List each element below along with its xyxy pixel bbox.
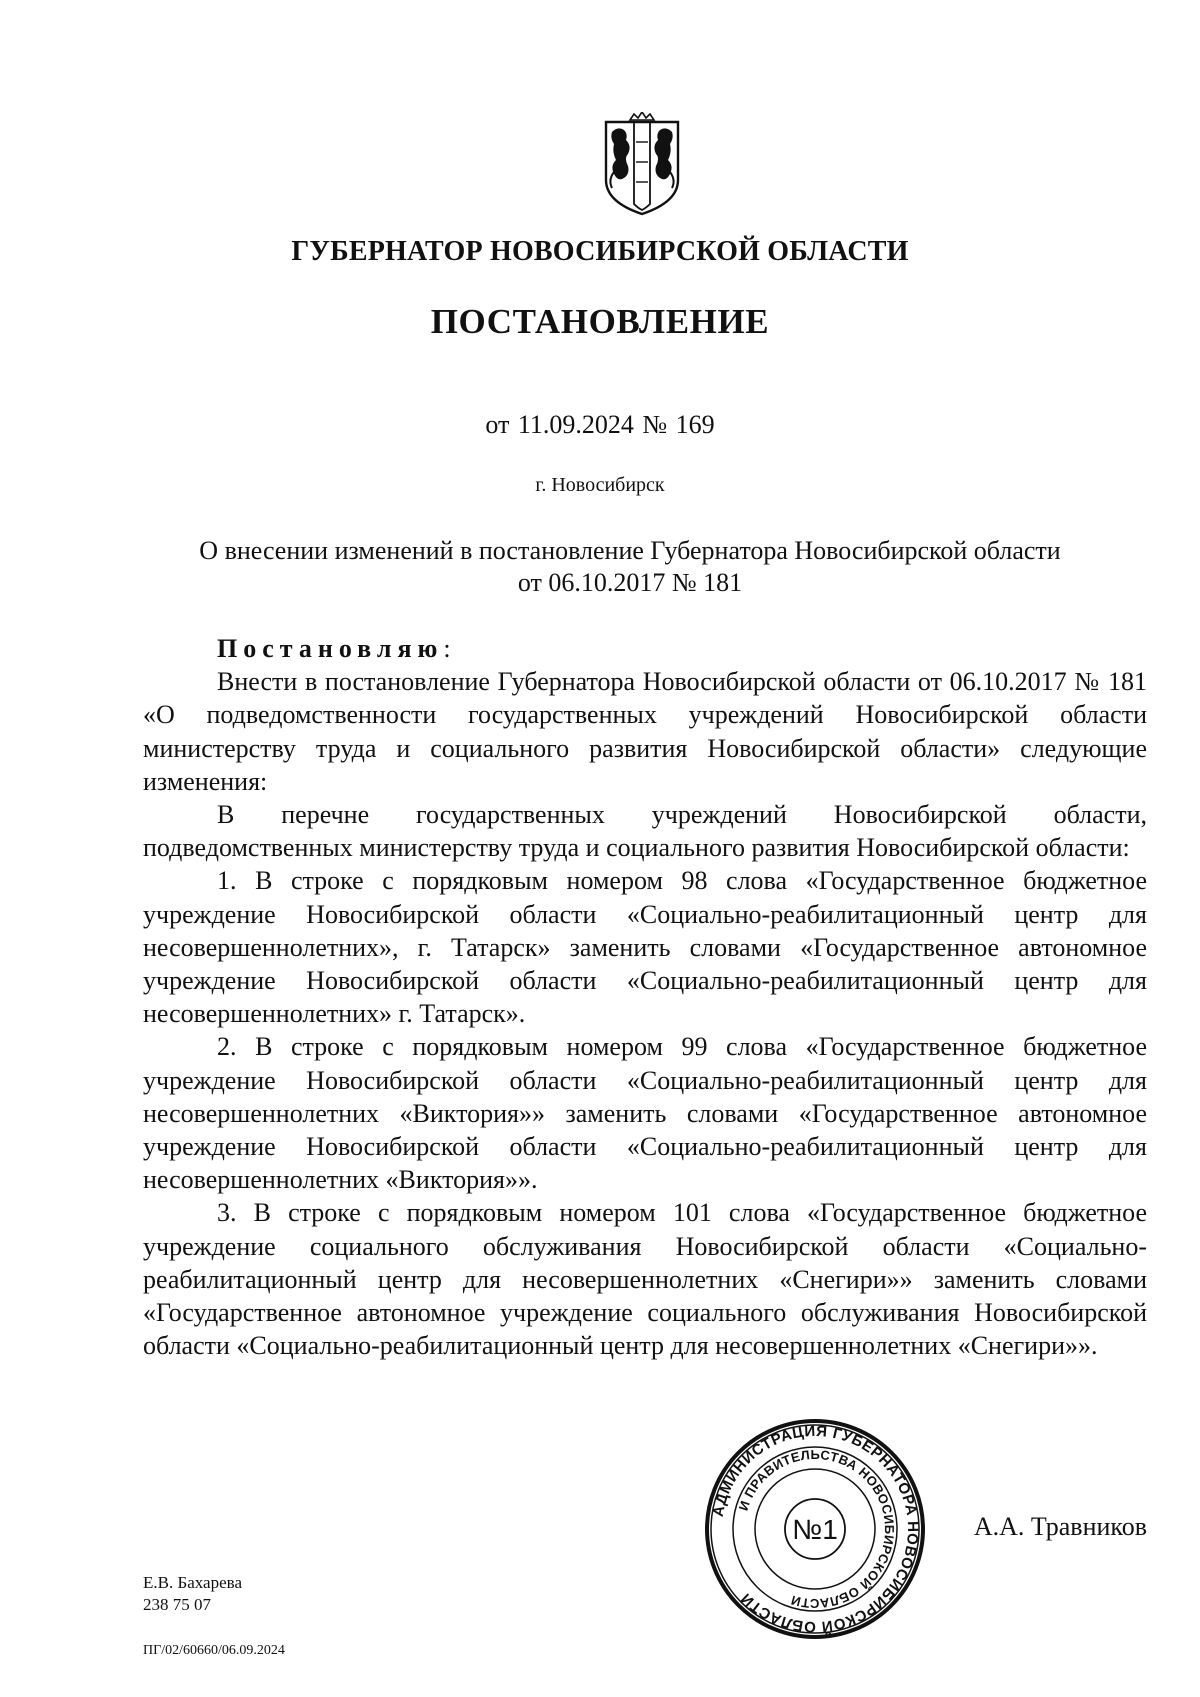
item-1-paragraph: 1. В строке с порядковым номером 98 слова «Государственное бюджетное учреждение Новосибирской области «Социально-реабилитационный центр для несовершеннолетних», г. Татарск» заменить словами «Государственное автономное учреждение Новосибирской области «Социально-реабилитационный центр для несовершеннолетних» г. Татарск». <box>143 866 1147 1029</box>
document-subject <box>150 535 1110 599</box>
subject-line-1: О внесении изменений в постановление Губернатора Новосибирской области <box>199 536 1061 565</box>
signatory-name: А.А. Травников <box>973 1512 1147 1541</box>
subject-line-2: от 06.10.2017 № 181 <box>517 568 743 597</box>
intro-paragraph: Внести в постановление Губернатора Новосибирской области от 06.10.2017 № 181 «О подведомственности государственных учреждений Новосибирской области министерству труда и социального развития Новосибирской области» следующие изменения: <box>143 667 1147 796</box>
city-line: г. Новосибирск <box>535 474 665 496</box>
executor-block <box>143 1572 242 1616</box>
document-body <box>143 632 1147 1362</box>
document-type-title: ПОСТАНОВЛЕНИЕ <box>430 302 770 341</box>
official-seal-icon <box>704 1418 926 1640</box>
item-3-paragraph: 3. В строке с порядковым номером 101 слова «Государственное бюджетное учреждение социального обслуживания Новосибирской области «Социально-реабилитационный центр для несовершеннолетних «Снегири»» заменить словами «Государственное автономное учреждение социального обслуживания Новосибирской области «Социально-реабилитационный центр для несовершеннолетних «Снегири»». <box>143 1198 1147 1361</box>
document-registration-code: ПГ/02/60660/06.09.2024 <box>143 1643 285 1658</box>
item-2-paragraph: 2. В строке с порядковым номером 99 слова «Государственное бюджетное учреждение Новосибирской области «Социально-реабилитационный центр для несовершеннолетних «Виктория»» заменить словами «Государственное автономное учреждение Новосибирской области «Социально-реабилитационный центр для несовершеннолетних «Виктория»». <box>143 1032 1147 1195</box>
executor-phone: 238 75 07 <box>143 1595 211 1614</box>
decree-paragraph <box>143 632 1147 665</box>
executor-name: Е.В. Бахарева <box>143 1573 242 1592</box>
coat-of-arms-icon <box>600 112 684 216</box>
list-intro-paragraph: В перечне государственных учреждений Новосибирской области, подведомственных министерству труда и социального развития Новосибирской области: <box>143 800 1147 863</box>
seal-inner-text: И ПРАВИТЕЛЬСТВА НОВОСИБИРСКОЙ ОБЛАСТИ <box>735 1446 898 1612</box>
decree-word: Постановляю <box>217 634 444 663</box>
seal-outer-text: АДМИНИСТРАЦИЯ ГУБЕРНАТОРА НОВОСИБИРСКОЙ ОБЛАСТИ <box>709 1422 922 1636</box>
issuing-authority: ГУБЕРНАТОР НОВОСИБИРСКОЙ ОБЛАСТИ <box>291 236 909 267</box>
seal-number: №1 <box>792 1514 838 1545</box>
decree-punct: : <box>443 634 451 663</box>
date-and-number: от 11.09.2024 № 169 <box>485 410 715 439</box>
